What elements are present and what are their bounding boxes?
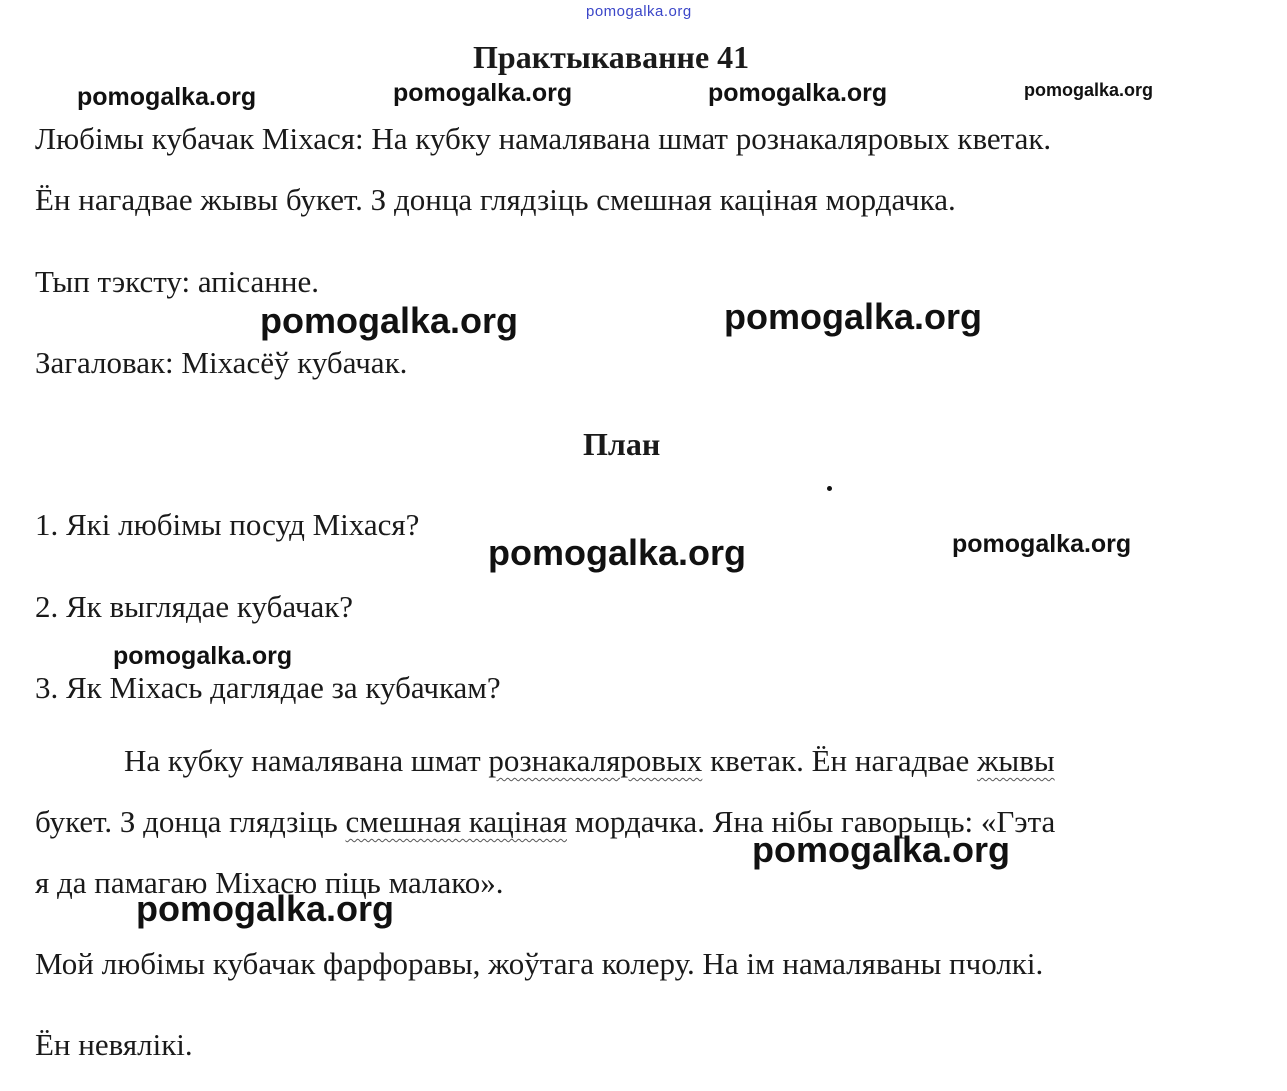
plan-item: 2. Як выглядае кубачак? <box>35 589 354 624</box>
heading-line: Загаловак: Міхасёў кубачак. <box>35 345 408 380</box>
watermark: pomogalka.org <box>1024 80 1154 100</box>
plan-item: 1. Якi любiмы посуд Міхася? <box>35 507 420 542</box>
watermark: pomogalka.org <box>136 888 395 929</box>
watermark: pomogalka.org <box>260 300 519 341</box>
underlined-word: жывы <box>976 743 1055 778</box>
intro-line-1: Любімы кубачак Міхася: На кубку намалявана шмат рознакаляровых кветак. <box>35 121 1052 156</box>
watermark: pomogalka.org <box>752 829 1011 870</box>
watermark: pomogalka.org <box>708 79 888 107</box>
watermark-top: pomogalka.org <box>586 3 692 20</box>
stray-dot <box>827 486 832 491</box>
essay-text: букет. З донца глядзіць <box>35 804 346 839</box>
underlined-word: рознакаляровых <box>488 743 703 778</box>
page-title: Практыкаванне 41 <box>473 39 750 75</box>
underlined-word: смешная кацiная <box>345 804 567 839</box>
watermark: pomogalka.org <box>113 642 293 670</box>
plan-item: 3. Як Міхась даглядае за кубачкам? <box>35 670 501 705</box>
essay-text: На кубку намалявана шмат <box>124 743 489 778</box>
essay-text: мордачка. Яна нiбы гаворыць: «Гэта <box>567 804 1056 839</box>
essay-text: кветак. Ён нагадвае <box>702 743 977 778</box>
watermark: pomogalka.org <box>393 79 573 107</box>
essay-line-3: я да памагаю Міхасю пiць малако». <box>35 865 504 900</box>
watermark: pomogalka.org <box>724 296 983 337</box>
essay-line-5: Ён невялікі. <box>35 1027 193 1062</box>
plan-title: План <box>583 426 661 462</box>
watermark: pomogalka.org <box>952 530 1132 558</box>
text-type-line: Тып тэксту: апісанне. <box>35 264 319 299</box>
essay-line-1 <box>124 745 1055 776</box>
watermark: pomogalka.org <box>488 532 747 573</box>
essay-line-4: Мой любімы кубачак фарфоравы, жоўтага колеру. На ім намаляваны пчолкі. <box>35 946 1044 981</box>
intro-line-2: Ён нагадвае жывы букет. З донца глядзіць смешная кацiная мордачка. <box>35 182 956 217</box>
watermark: pomogalka.org <box>77 83 257 111</box>
